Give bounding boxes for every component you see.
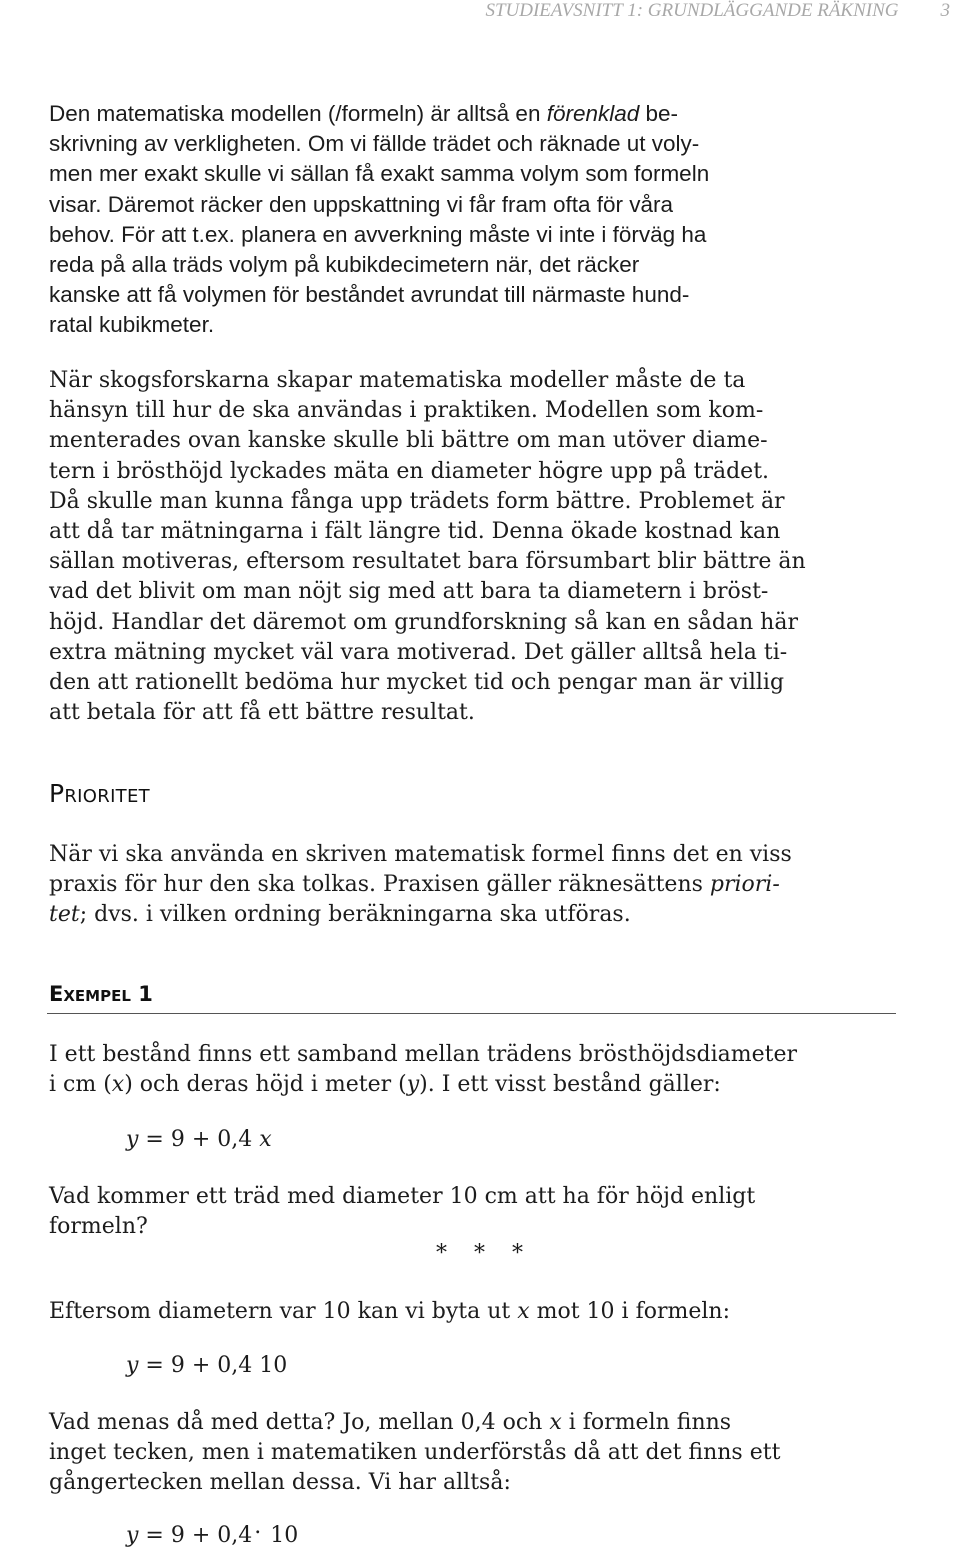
paragraph-line: Då skulle man kunna fånga upp trädets form bättre. Problemet är xyxy=(49,488,785,514)
paragraph-line: att betala för att få ett bättre resultat. xyxy=(49,700,475,726)
paragraph-line: När skogsforskarna skapar matematiska modeller måste de ta xyxy=(49,368,746,393)
paragraph-line: kanske att få volymen för beståndet avrundat till närmaste hund- xyxy=(49,282,690,308)
paragraph-line: visar. Däremot räcker den uppskattning vi får fram ofta för våra xyxy=(49,191,674,217)
paragraph-line: tet; dvs. i vilken ordning beräkningarna ska utföras. xyxy=(49,902,631,928)
paragraph-line: gångertecken mellan dessa. Vi har alltså: xyxy=(49,1470,511,1496)
paragraph-line: skrivning av verkligheten. Om vi fällde trädet och räknade ut voly- xyxy=(49,131,700,157)
paragraph-model-simplification xyxy=(49,99,899,341)
paragraph-line: menterades ovan kanske skulle bli bättre om man utöver diame- xyxy=(49,428,768,454)
example-intro xyxy=(49,1040,899,1100)
example-divider xyxy=(47,1013,896,1014)
paragraph-line: i cm (x) och deras höjd i meter (y). I ett visst bestånd gäller: xyxy=(49,1072,721,1098)
paragraph-line: ratal kubikmeter. xyxy=(49,312,215,338)
paragraph-line: vad det blivit om man nöjt sig med att bara ta diametern i bröst- xyxy=(49,579,769,605)
paragraph-priority xyxy=(49,840,899,931)
paragraph-line: extra mätning mycket väl vara motiverad. Det gäller alltså hela ti- xyxy=(49,639,788,665)
example-question xyxy=(49,1182,899,1242)
paragraph-line: höjd. Handlar det däremot om grundforskning så kan en sådan här xyxy=(49,609,798,635)
paragraph-line: praxis för hur den ska tolkas. Praxisen gäller räknesättens priori- xyxy=(49,872,780,898)
paragraph-line: reda på alla träds volym på kubikdecimetern när, det räcker xyxy=(49,252,640,278)
paragraph-line: hänsyn till hur de ska användas i praktiken. Modellen som kom- xyxy=(49,398,764,424)
paragraph-line: inget tecken, men i matematiken underförstås då att det finns ett xyxy=(49,1440,781,1466)
paragraph-line: tern i brösthöjd lyckades mäta en diameter högre upp på trädet. xyxy=(49,458,770,484)
paragraph-line: När vi ska använda en skriven matematisk formel finns det en viss xyxy=(49,842,792,867)
paragraph-line: men mer exakt skulle vi sällan få exakt samma volym som formeln xyxy=(49,161,710,187)
example-answer-substitution xyxy=(49,1297,899,1327)
paragraph-line: I ett bestånd finns ett samband mellan trädens brösthöjdsdiameter xyxy=(49,1042,798,1067)
paragraph-line: Den matematiska modellen (/formeln) är alltså en förenklad be- xyxy=(49,101,679,126)
paragraph-forest-research xyxy=(49,366,899,728)
paragraph-line: den att rationellt bedöma hur mycket tid och pengar man är villig xyxy=(49,670,785,696)
section-heading-prioritet: Prioritet xyxy=(49,779,150,808)
example-answer-explanation xyxy=(49,1408,899,1499)
formula-with-multiplication: y = 9 + 0,4. 10 xyxy=(126,1514,299,1548)
paragraph-line: att då tar mätningarna i fält längre tid. Denna ökade kostnad kan xyxy=(49,519,781,545)
formula-substituted: y = 9 + 0,4 10 xyxy=(126,1353,288,1378)
paragraph-line: behov. För att t.ex. planera en avverkning måste vi inte i förväg ha xyxy=(49,221,707,247)
paragraph-line: Vad kommer ett träd med diameter 10 cm att ha för höjd enligt xyxy=(49,1184,756,1209)
paragraph-line: formeln? xyxy=(49,1214,148,1240)
running-header-title: STUDIEAVSNITT 1: GRUNDLÄGGANDE RÄKNING xyxy=(485,0,899,21)
paragraph-line: Vad menas då med detta? Jo, mellan 0,4 och x i formeln finns xyxy=(49,1410,732,1435)
example-heading: Exempel 1 xyxy=(49,982,153,1006)
running-header xyxy=(485,0,950,26)
separator-asterisks: * * * xyxy=(436,1241,533,1266)
paragraph-line: Eftersom diametern var 10 kan vi byta ut x mot 10 i formeln: xyxy=(49,1299,730,1324)
formula-height-model: y = 9 + 0,4 x xyxy=(126,1127,272,1152)
paragraph-line: sällan motiveras, eftersom resultatet bara försumbart blir bättre än xyxy=(49,549,806,575)
page-number: 3 xyxy=(940,0,950,21)
